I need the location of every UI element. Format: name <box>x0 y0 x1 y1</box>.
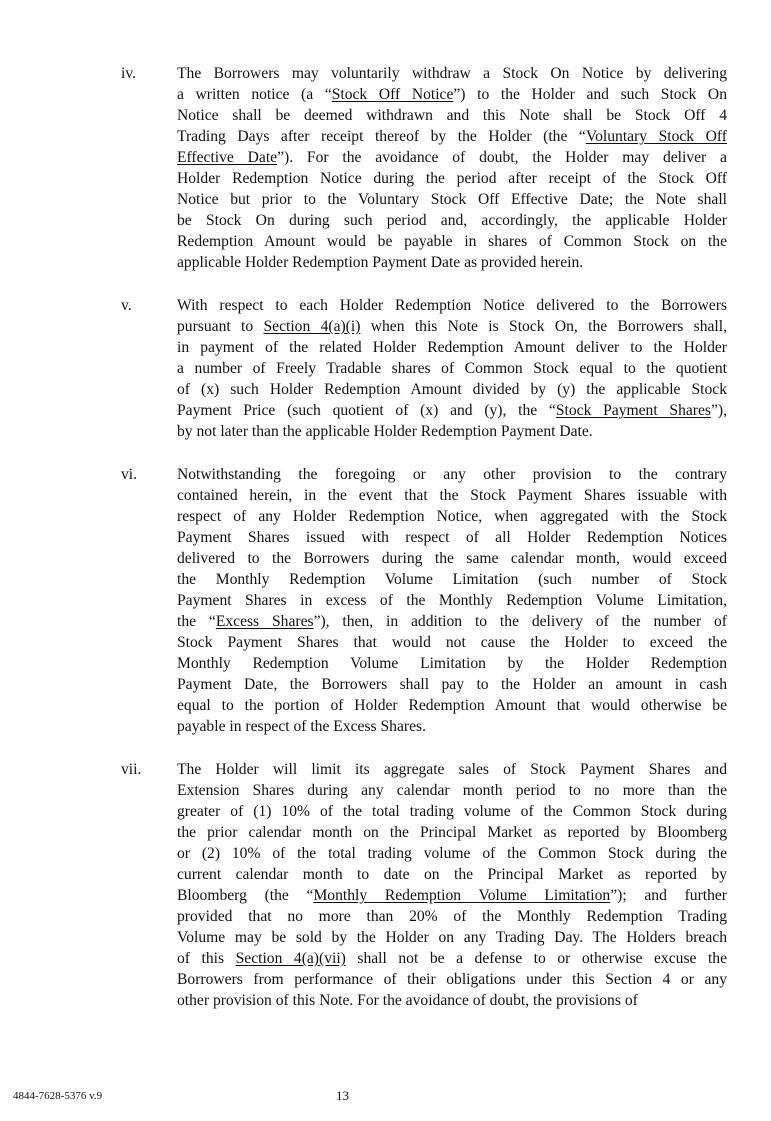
clause-text-line: provided that no more than 20% of the Monthly Redemption Trading <box>177 908 727 925</box>
defined-term: Stock Off Notice <box>331 86 454 103</box>
clause-text-line: Notice shall be deemed withdrawn and this Note shall be Stock Off 4 <box>177 107 727 124</box>
clause-text-line: Payment Date, the Borrowers shall pay to the Holder an amount in cash <box>177 676 727 693</box>
clause-text-line: by not later than the applicable Holder Redemption Payment Date. <box>177 423 593 440</box>
clause-text-line: The Borrowers may voluntarily withdraw a Stock On Notice by delivering <box>177 65 727 82</box>
clause-text-line: Monthly Redemption Volume Limitation by the Holder Redemption <box>177 655 727 672</box>
clause-text-line: or (2) 10% of the total trading volume of the Common Stock during the <box>177 845 727 862</box>
clause-text-line: pursuant to Section 4(a)(i) when this Note is Stock On, the Borrowers shall, <box>177 318 727 335</box>
clause-text-line: of this Section 4(a)(vii) shall not be a defense to or otherwise excuse the <box>177 950 728 967</box>
clause-text-line: applicable Holder Redemption Payment Date as provided herein. <box>177 254 584 271</box>
clause-text-line: the Monthly Redemption Volume Limitation (such number of Stock <box>177 571 727 588</box>
clause-text-line: Bloomberg (the “Monthly Redemption Volume Limitation”); and further <box>177 887 727 904</box>
clause-text-line: greater of (1) 10% of the total trading volume of the Common Stock during <box>177 803 727 820</box>
clause-text-line: Notwithstanding the foregoing or any other provision to the contrary <box>177 466 727 483</box>
clause-text-line: Stock Payment Shares that would not cause the Holder to exceed the <box>177 634 727 651</box>
page-number: 13 <box>336 1088 349 1103</box>
clause-text-line: respect of any Holder Redemption Notice, when aggregated with the Stock <box>177 508 727 525</box>
clause-text-line: Payment Shares in excess of the Monthly Redemption Volume Limitation, <box>177 592 727 609</box>
clause-text-line: other provision of this Note. For the avoidance of doubt, the provisions of <box>177 992 638 1009</box>
clause-text-line: Holder Redemption Notice during the period after receipt of the Stock Off <box>177 170 727 187</box>
clause-text-line: contained herein, in the event that the Stock Payment Shares issuable with <box>177 487 727 504</box>
document-id: 4844-7628-5376 v.9 <box>13 1090 103 1102</box>
defined-term: Section 4(a)(i) <box>263 318 361 335</box>
clause-text-line: in payment of the related Holder Redemption Amount deliver to the Holder <box>177 339 727 356</box>
clause-marker: vi. <box>121 466 138 483</box>
defined-term: Effective Date <box>177 149 278 166</box>
clause-text-line: Volume may be sold by the Holder on any Trading Day. The Holders breach <box>177 929 727 946</box>
defined-term: Voluntary Stock Off <box>585 128 727 145</box>
clause-text-line: Extension Shares during any calendar month period to no more than the <box>177 782 727 799</box>
clause-text-line: current calendar month to date on the Principal Market as reported by <box>177 866 727 883</box>
defined-term: Section 4(a)(vii) <box>235 950 346 967</box>
clause-text-line: Trading Days after receipt thereof by the Holder (the “Voluntary Stock Off <box>177 128 727 145</box>
clause-text-line: the “Excess Shares”), then, in addition to the delivery of the number of <box>177 613 727 630</box>
clause-text-line: a number of Freely Tradable shares of Common Stock equal to the quotient <box>177 360 727 377</box>
clause-text-line: payable in respect of the Excess Shares. <box>177 718 426 735</box>
clause-text-line: Notice but prior to the Voluntary Stock Off Effective Date; the Note shall <box>177 191 727 208</box>
defined-term: Monthly Redemption Volume Limitation <box>313 887 611 904</box>
clause-text-line: Effective Date”). For the avoidance of doubt, the Holder may deliver a <box>177 149 727 166</box>
clause-text-line: be Stock On during such period and, accordingly, the applicable Holder <box>177 212 727 229</box>
clause-marker: iv. <box>121 65 137 82</box>
defined-term: Stock Payment Shares <box>555 402 711 419</box>
clause-text-line: With respect to each Holder Redemption Notice delivered to the Borrowers <box>177 297 727 314</box>
clause-text-line: Payment Price (such quotient of (x) and (y), the “Stock Payment Shares”), <box>177 402 727 419</box>
clause-text-line: a written notice (a “Stock Off Notice”) to the Holder and such Stock On <box>177 86 727 103</box>
clause-text-line: The Holder will limit its aggregate sales of Stock Payment Shares and <box>177 761 727 778</box>
clause-text-line: Borrowers from performance of their obligations under this Section 4 or any <box>177 971 727 988</box>
defined-term: Excess Shares <box>215 613 314 630</box>
clause-text-line: delivered to the Borrowers during the same calendar month, would exceed <box>177 550 727 567</box>
clause-text-line: Payment Shares issued with respect of all Holder Redemption Notices <box>177 529 727 546</box>
clause-text-line: of (x) such Holder Redemption Amount divided by (y) the applicable Stock <box>177 381 727 398</box>
clause-text-line: the prior calendar month on the Principal Market as reported by Bloomberg <box>177 824 727 841</box>
clause-marker: v. <box>121 297 132 314</box>
clause-text-line: Redemption Amount would be payable in shares of Common Stock on the <box>177 233 727 250</box>
clause-text-line: equal to the portion of Holder Redemption Amount that would otherwise be <box>177 697 727 714</box>
clause-marker: vii. <box>121 761 142 778</box>
